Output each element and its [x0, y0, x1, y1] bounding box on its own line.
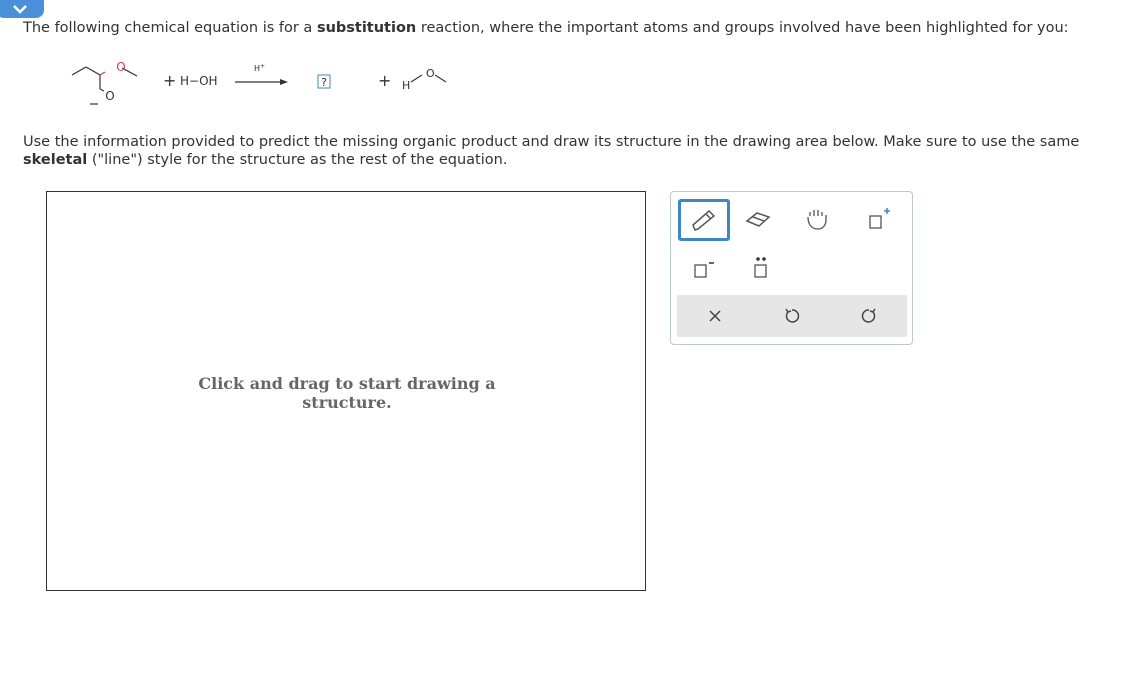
- plus-sign-2: +: [378, 71, 392, 90]
- reactant-oxygen-top: O: [116, 60, 126, 74]
- undo-button[interactable]: [767, 296, 817, 336]
- redo-icon: [860, 307, 878, 325]
- hand-icon: [804, 207, 832, 231]
- chevron-down-icon: [13, 5, 27, 14]
- remove-charge-tool-button[interactable]: [678, 248, 728, 288]
- clear-icon: [707, 308, 723, 324]
- catalyst-label: H+: [254, 63, 266, 73]
- water-reagent: H−OH: [180, 74, 218, 88]
- clear-button[interactable]: [690, 296, 740, 336]
- reaction-arrowhead: [280, 79, 288, 85]
- drawing-toolbar: [670, 191, 913, 345]
- intro-text: [23, 20, 1069, 37]
- lone-pair-tool-button[interactable]: [736, 248, 786, 288]
- instruction-text-start: Use the information provided to predict the missing organic product and draw its structure in the drawing area below. Make sure to use the same: [23, 134, 1080, 150]
- product-oxygen: O: [426, 67, 435, 80]
- action-bar: [677, 295, 907, 337]
- instruction-text: [23, 134, 1123, 169]
- pencil-tool-button[interactable]: [678, 199, 730, 241]
- reactant-oxygen-bottom: O: [105, 89, 115, 103]
- intro-highlight: substitution: [316, 20, 417, 36]
- add-charge-tool-button[interactable]: [853, 199, 903, 239]
- intro-text-start: The following chemical equation is for a: [23, 20, 317, 36]
- remove-charge-icon: [689, 256, 717, 280]
- lone-pair-icon: [747, 255, 775, 281]
- intro-text-end: reaction, where the important atoms and groups involved have been highlighted for you:: [416, 20, 1069, 36]
- canvas-hint: Click and drag to start drawing a structure.: [198, 374, 496, 412]
- unknown-product-mark: ?: [321, 76, 327, 89]
- undo-icon: [783, 307, 801, 325]
- redo-button[interactable]: [844, 296, 894, 336]
- eraser-icon: [743, 207, 773, 231]
- drawing-canvas[interactable]: [46, 191, 646, 591]
- instruction-highlight: skeletal: [23, 151, 88, 168]
- hand-tool-button[interactable]: [793, 199, 843, 239]
- instruction-text-end: ("line") style for the structure as the rest of the equation.: [87, 151, 508, 168]
- collapse-toggle-button[interactable]: [0, 0, 44, 18]
- pencil-icon: [689, 208, 719, 232]
- product-hydrogen: H: [402, 79, 411, 92]
- add-charge-icon: [864, 207, 892, 231]
- plus-sign-1: +: [163, 71, 177, 90]
- chemical-equation: [60, 55, 460, 115]
- eraser-tool-button[interactable]: [733, 199, 783, 239]
